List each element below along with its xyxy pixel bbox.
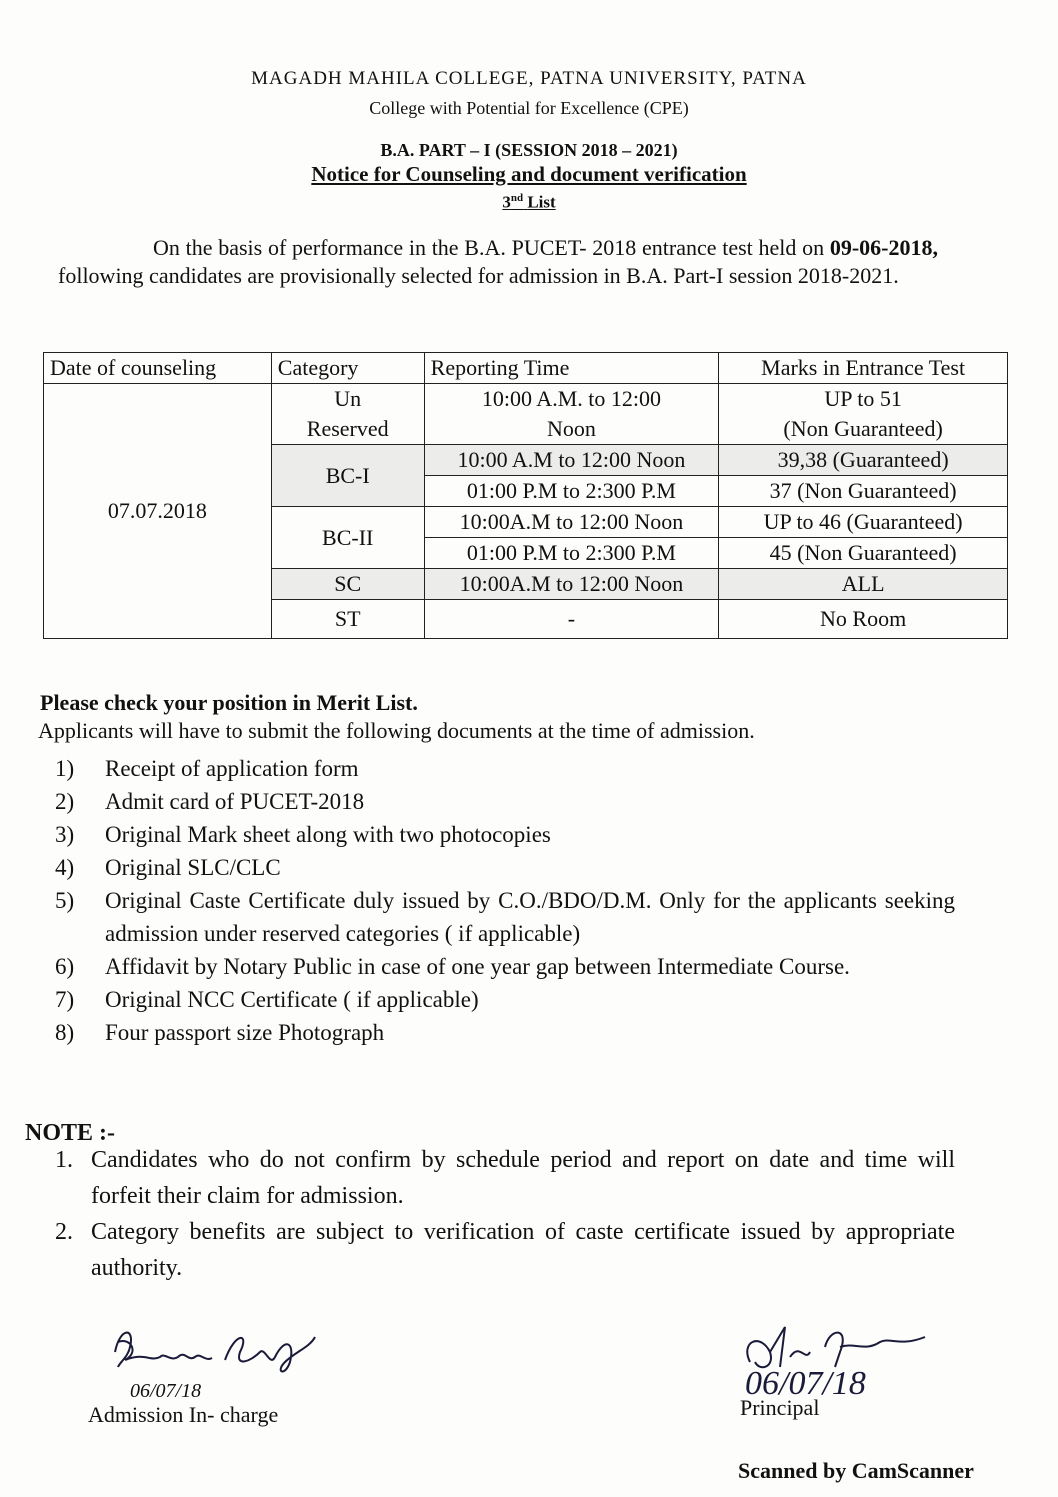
list-item: 3) Original Mark sheet along with two photocopies bbox=[55, 822, 551, 847]
reporting-time: 10:00A.M to 12:00 Noon bbox=[424, 569, 719, 600]
marks: ALL bbox=[719, 569, 1008, 600]
admission-incharge-label: Admission In- charge bbox=[88, 1402, 279, 1427]
category-bc2: BC-II bbox=[271, 507, 424, 569]
list-item: 6) Affidavit by Notary Public in case of one year gap between Intermediate Course. bbox=[55, 954, 850, 979]
counseling-date: 07.07.2018 bbox=[44, 384, 272, 639]
admission-incharge-date: 06/07/18 bbox=[130, 1380, 202, 1402]
marks: UP to 46 (Guaranteed) bbox=[719, 507, 1008, 538]
list-item: 2) Admit card of PUCET-2018 bbox=[55, 789, 365, 814]
list-item: 1) Receipt of application form bbox=[55, 756, 359, 781]
note-heading: NOTE :- bbox=[25, 1120, 115, 1146]
reporting-time: 10:00 A.M. to 12:00 Noon bbox=[424, 384, 719, 445]
list-item: 8) Four passport size Photograph bbox=[55, 1020, 385, 1045]
list-item: 4) Original SLC/CLC bbox=[55, 855, 281, 880]
reporting-time: - bbox=[424, 600, 719, 639]
intro-paragraph: On the basis of performance in the B.A. PUCET- 2018 entrance test held on 09-06-2018, following candidates are provisionally selected for admission in B.A. Part-I session 2018-2021. bbox=[58, 235, 938, 288]
scanner-watermark: Scanned by CamScanner bbox=[738, 1458, 974, 1483]
principal-signature bbox=[730, 1322, 950, 1402]
category-unreserved: Un Reserved bbox=[271, 384, 424, 445]
notice-title: Notice for Counseling and document verification bbox=[311, 162, 747, 186]
list-item: 1. Candidates who do not confirm by schedule period and report on date and time will forfeit their claim for admission. bbox=[55, 1147, 955, 1209]
marks: UP to 51 (Non Guaranteed) bbox=[719, 384, 1008, 445]
merit-list-notice: Please check your position in Merit List. bbox=[40, 690, 418, 715]
header-marks: Marks in Entrance Test bbox=[719, 353, 1008, 384]
session-title: B.A. PART – I (SESSION 2018 – 2021) bbox=[380, 140, 678, 160]
principal-signature-date: 06/07/18 bbox=[745, 1365, 866, 1402]
header-category: Category bbox=[271, 353, 424, 384]
list-number: 3nd List bbox=[502, 192, 556, 212]
notes-list bbox=[55, 1142, 955, 1286]
principal-label: Principal bbox=[740, 1395, 820, 1420]
marks: 45 (Non Guaranteed) bbox=[719, 538, 1008, 569]
counseling-schedule-table bbox=[43, 352, 1008, 639]
documents-list bbox=[55, 752, 955, 1049]
reporting-time: 10:00 A.M to 12:00 Noon bbox=[424, 445, 719, 476]
marks: 37 (Non Guaranteed) bbox=[719, 476, 1008, 507]
reporting-time: 10:00A.M to 12:00 Noon bbox=[424, 507, 719, 538]
reporting-time: 01:00 P.M to 2:300 P.M bbox=[424, 476, 719, 507]
documents-intro: Applicants will have to submit the following documents at the time of admission. bbox=[38, 718, 755, 743]
category-sc: SC bbox=[271, 569, 424, 600]
marks: 39,38 (Guaranteed) bbox=[719, 445, 1008, 476]
college-name: MAGADH MAHILA COLLEGE, PATNA UNIVERSITY, PATNA bbox=[251, 68, 807, 89]
admission-incharge-signature bbox=[100, 1322, 330, 1382]
category-bc1: BC-I bbox=[271, 445, 424, 507]
table-row bbox=[44, 384, 1008, 445]
category-st: ST bbox=[271, 600, 424, 639]
table-header-row bbox=[44, 353, 1008, 384]
header-date: Date of counseling bbox=[44, 353, 272, 384]
header-reporting-time: Reporting Time bbox=[424, 353, 719, 384]
list-item: 5) Original Caste Certificate duly issued by C.O./BDO/D.M. Only for the applicants seeking admission under reserved categories ( if applicable) bbox=[55, 888, 955, 946]
marks: No Room bbox=[719, 600, 1008, 639]
list-item: 7) Original NCC Certificate ( if applicable) bbox=[55, 987, 479, 1012]
reporting-time: 01:00 P.M to 2:300 P.M bbox=[424, 538, 719, 569]
list-item: 2. Category benefits are subject to verification of caste certificate issued by appropriate authority. bbox=[55, 1219, 955, 1281]
college-tagline: College with Potential for Excellence (CPE) bbox=[369, 98, 689, 118]
